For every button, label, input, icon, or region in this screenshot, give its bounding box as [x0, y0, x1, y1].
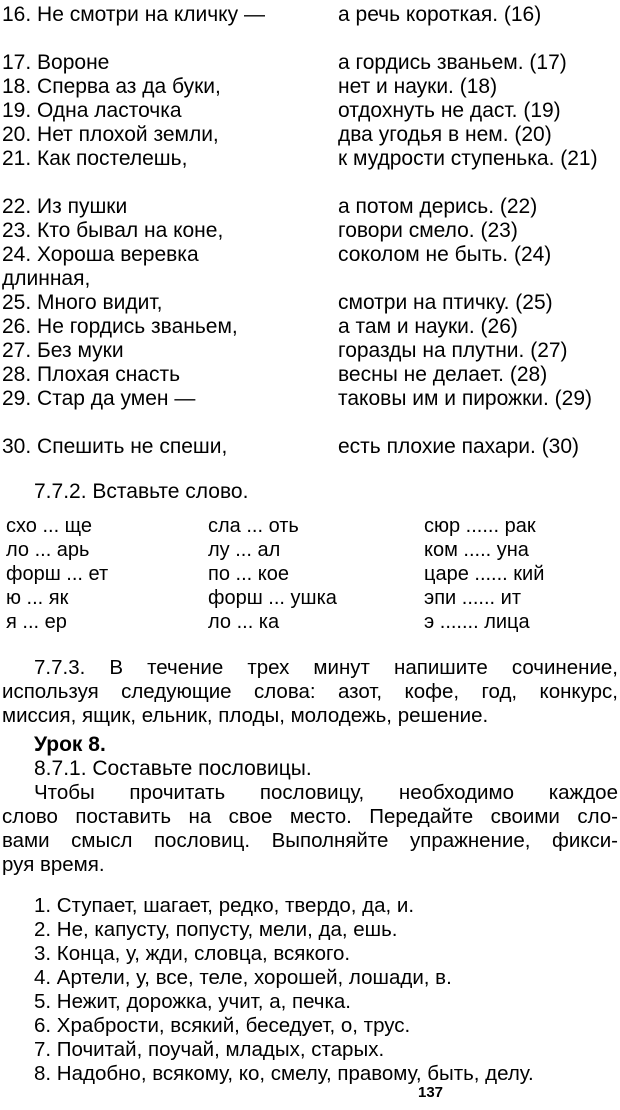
- proverb-end: горазды на плутни. (27): [338, 339, 568, 362]
- instructions: [2, 781, 618, 877]
- grid-cell: сла ... оть: [208, 515, 299, 537]
- proverb-start: 20. Нет плохой земли,: [2, 123, 219, 146]
- grid-cell: по ... кое: [208, 563, 289, 585]
- proverb-end: два угодья в нем. (20): [338, 123, 552, 146]
- page-number: 137: [418, 1084, 444, 1101]
- list-item: 5. Нежит, дорожка, учит, а, печка.: [34, 990, 351, 1013]
- proverb-end: а там и науки. (26): [338, 315, 518, 338]
- list-item: 6. Храбрости, всякий, беседует, о, трус.: [34, 1014, 411, 1037]
- proverb-end: смотри на птичку. (25): [338, 291, 553, 314]
- proverb-start: 25. Много видит,: [2, 291, 163, 314]
- proverb-start: 19. Одна ласточка: [2, 99, 182, 122]
- proverb-start: 21. Как постелешь,: [2, 147, 188, 170]
- text-line: 7.7.3. В течение трех минут напишите сочинение,: [34, 656, 618, 679]
- proverb-row: [0, 51, 620, 75]
- proverb-row-right: [0, 3, 620, 27]
- proverb-row: [0, 123, 620, 147]
- list-item: 3. Конца, у, жди, словца, всякого.: [34, 942, 351, 965]
- proverb-row: [0, 219, 620, 243]
- proverb-end: к мудрости ступенька. (21): [338, 147, 598, 170]
- proverb-row: [0, 339, 620, 363]
- proverb-start: 26. Не гордись званьем,: [2, 315, 238, 338]
- proverb-end: а речь короткая. (16): [338, 3, 542, 26]
- proverb-row: [0, 195, 620, 219]
- grid-cell: лу ... ал: [208, 539, 281, 561]
- grid-cell: э ....... лица: [424, 611, 530, 633]
- proverb-start: 27. Без муки: [2, 339, 124, 362]
- proverb-end: весны не делает. (28): [338, 363, 548, 386]
- list-item: 8. Надобно, всякому, ко, смелу, правому, быть, делу.: [34, 1062, 534, 1085]
- proverb-row: [0, 75, 620, 99]
- grid-cell: эпи ...... ит: [424, 587, 521, 609]
- list-item: 1. Ступает, шагает, редко, твердо, да, и.: [34, 894, 415, 917]
- text-line: вами смысл пословиц. Выполняйте упражнение, фикси-: [2, 829, 618, 852]
- proverb-start: 16. Не смотри на кличку —: [2, 3, 265, 26]
- exercise-7-7-3: [2, 656, 618, 728]
- grid-cell: ю ... як: [6, 587, 69, 609]
- text-line: используя следующие слова: азот, кофе, год, конкурс,: [2, 680, 618, 703]
- proverb-start: 30. Спешить не спеши,: [2, 435, 228, 458]
- proverb-end: нет и науки. (18): [338, 75, 498, 98]
- proverb-end: таковы им и пирожки. (29): [338, 387, 593, 410]
- proverb-start: 23. Кто бывал на коне,: [2, 219, 224, 242]
- proverb-row: [0, 243, 620, 290]
- proverb-end: а гордись званьем. (17): [338, 51, 567, 74]
- list-item: 7. Почитай, поучай, младых, старых.: [34, 1038, 385, 1061]
- proverb-row: [0, 147, 620, 171]
- proverb-start: 29. Стар да умен —: [2, 387, 196, 410]
- proverb-end: отдохнуть не даст. (19): [338, 99, 561, 122]
- grid-cell: сюр ...... рак: [424, 515, 536, 537]
- proverb-end: есть плохие пахари. (30): [338, 435, 580, 458]
- proverb-start: 17. Вороне: [2, 51, 110, 74]
- proverb-row: [0, 291, 620, 315]
- proverb-start: 22. Из пушки: [2, 195, 128, 218]
- grid-cell: форш ... ет: [6, 563, 109, 585]
- grid-cell: я ... ер: [6, 611, 67, 633]
- list-item: 2. Не, капусту, попусту, мели, да, ешь.: [34, 918, 398, 941]
- proverb-end: а потом дерись. (22): [338, 195, 538, 218]
- exercise-7-7-2-title: 7.7.2. Вставьте слово.: [34, 480, 249, 503]
- proverb-end: говори смело. (23): [338, 219, 518, 242]
- grid-cell: царе ...... кий: [424, 563, 545, 585]
- proverb-start: 24. Хороша веревка длинная,: [2, 243, 199, 290]
- text-line: миссия, ящик, ельник, плоды, молодежь, решение.: [2, 704, 489, 727]
- text-line: слово поставить на свое место. Передайте своими сло-: [2, 805, 618, 828]
- proverb-end: соколом не быть. (24): [338, 243, 552, 266]
- lesson-title: Урок 8.: [34, 733, 106, 756]
- grid-cell: форш ... ушка: [208, 587, 337, 609]
- list-item: 4. Артели, у, все, теле, хорошей, лошади, в.: [34, 966, 452, 989]
- grid-cell: схо ... ще: [6, 515, 93, 537]
- proverb-row: [0, 363, 620, 387]
- proverb-row: [0, 315, 620, 339]
- grid-cell: ком ..... уна: [424, 539, 529, 561]
- grid-cell: ло ... ка: [208, 611, 280, 633]
- text-line: Чтобы прочитать пословицу, необходимо каждое: [34, 781, 618, 804]
- proverb-row: [0, 99, 620, 123]
- proverb-row: [0, 387, 620, 411]
- exercise-8-7-1-title: 8.7.1. Составьте пословицы.: [34, 757, 312, 780]
- grid-cell: ло ... арь: [6, 539, 90, 561]
- text-line: руя время.: [2, 853, 105, 876]
- proverb-start: 28. Плохая снасть: [2, 363, 181, 386]
- proverb-start: 18. Сперва аз да буки,: [2, 75, 221, 98]
- proverb-row: [0, 435, 620, 459]
